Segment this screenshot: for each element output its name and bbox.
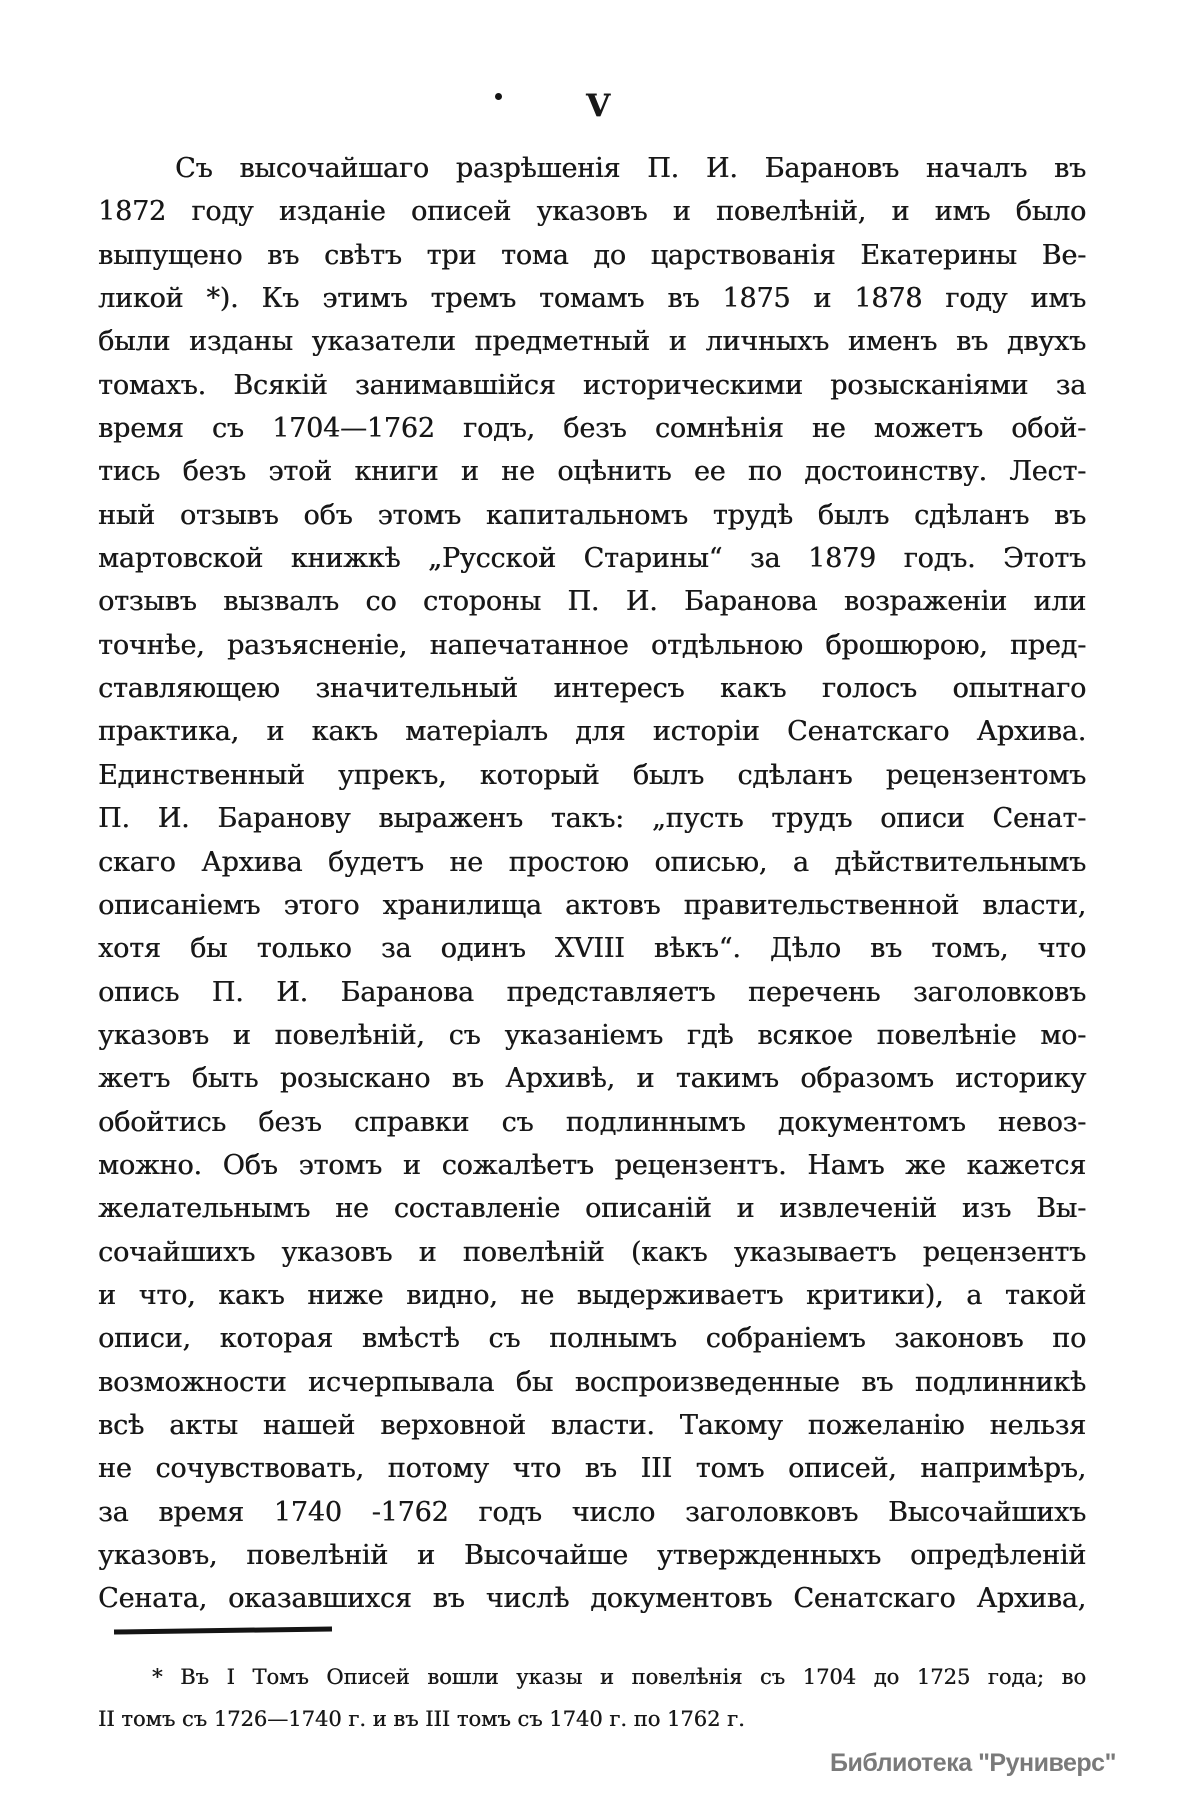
text-line: время съ 1704—1762 годъ, безъ сомнѣнія не можетъ обой- bbox=[98, 413, 1086, 445]
text-line: П. И. Баранову выраженъ такъ: „пусть трудъ описи Сенат- bbox=[98, 803, 1086, 835]
text-line: точнѣе, разъясненіе, напечатанное отдѣльною брошюрою, пред- bbox=[98, 629, 1086, 661]
text-line: скаго Архива будетъ не простою описью, а дѣйствительнымъ bbox=[98, 846, 1086, 878]
text-line: отзывъ вызвалъ со стороны П. И. Баранова возраженіи или bbox=[98, 586, 1086, 618]
text-line: ный отзывъ объ этомъ капитальномъ трудѣ былъ сдѣланъ въ bbox=[98, 499, 1086, 531]
text-line: не сочувствовать, потому что въ III томъ описей, напримѣръ, bbox=[98, 1453, 1086, 1485]
text-line: за время 1740 -1762 годъ число заголовковъ Высочайшихъ bbox=[98, 1496, 1086, 1528]
text-line: томахъ. Всякій занимавшійся историческими розысканіями за bbox=[98, 369, 1086, 401]
text-line: хотя бы только за одинъ XVIII вѣкъ“. Дѣло въ томъ, что bbox=[98, 933, 1086, 965]
text-line: 1872 году изданіе описей указовъ и повелѣній, и имъ было bbox=[98, 196, 1086, 228]
text-line: Единственный упрекъ, который былъ сдѣланъ рецензентомъ bbox=[98, 759, 1086, 791]
text-line: выпущено въ свѣтъ три тома до царствованія Екатерины Ве- bbox=[98, 239, 1086, 271]
text-line: описаніемъ этого хранилища актовъ правительственной власти, bbox=[98, 889, 1086, 921]
page-number-dot bbox=[495, 93, 502, 100]
text-line: всѣ акты нашей верховной власти. Такому пожеланію нельзя bbox=[98, 1409, 1086, 1441]
footnote-line: * Въ I Томъ Описей вошли указы и повелѣнія съ 1704 до 1725 года; во bbox=[152, 1665, 1086, 1689]
footnote-line: II томъ съ 1726—1740 г. и въ III томъ съ 1740 г. по 1762 г. bbox=[98, 1707, 745, 1731]
text-line: опись П. И. Баранова представляетъ перечень заголовковъ bbox=[98, 976, 1086, 1008]
text-line: Сената, оказавшихся въ числѣ документовъ Сенатскаго Архива, bbox=[98, 1583, 1086, 1615]
text-line: ликой *). Къ этимъ тремъ томамъ въ 1875 и 1878 году имъ bbox=[98, 283, 1086, 315]
text-line: тись безъ этой книги и не оцѣнить ее по достоинству. Лест- bbox=[98, 456, 1086, 488]
page-number: V bbox=[586, 88, 612, 124]
text-line: жетъ быть розыскано въ Архивѣ, и такимъ образомъ историку bbox=[98, 1063, 1086, 1095]
text-line: указовъ, повелѣній и Высочайше утвержденныхъ опредѣленій bbox=[98, 1540, 1086, 1571]
footnote bbox=[98, 1656, 1086, 1740]
text-line: возможности исчерпывала бы воспроизведенные въ подлинникѣ bbox=[98, 1366, 1086, 1398]
footnote-separator bbox=[114, 1626, 332, 1634]
text-line: описи, которая вмѣстѣ съ полнымъ собраніемъ законовъ по bbox=[98, 1323, 1086, 1355]
text-line: ставляющею значительный интересъ какъ голосъ опытнаго bbox=[98, 673, 1086, 705]
text-line: мартовской книжкѣ „Русской Старины“ за 1879 годъ. Этотъ bbox=[98, 543, 1086, 575]
text-line: и что, какъ ниже видно, не выдерживаетъ критики), а такой bbox=[98, 1279, 1086, 1311]
text-line: указовъ и повелѣній, съ указаніемъ гдѣ всякое повелѣніе мо- bbox=[98, 1019, 1086, 1051]
text-line: желательнымъ не составленіе описаній и извлеченій изъ Вы- bbox=[98, 1193, 1086, 1225]
text-line: можно. Объ этомъ и сожалѣетъ рецензентъ. Намъ же кажется bbox=[98, 1149, 1086, 1181]
text-line: обойтись безъ справки съ подлиннымъ документомъ невоз- bbox=[98, 1106, 1086, 1138]
text-line: сочайшихъ указовъ и повелѣній (какъ указываетъ рецензентъ bbox=[98, 1236, 1086, 1268]
library-watermark: Библиотека "Руниверс" bbox=[830, 1749, 1116, 1777]
text-line: были изданы указатели предметный и личныхъ именъ въ двухъ bbox=[98, 326, 1086, 358]
text-line: практика, и какъ матеріалъ для исторіи Сенатскаго Архива. bbox=[98, 716, 1086, 748]
body-text bbox=[98, 147, 1086, 1621]
text-line: Съ высочайшаго разрѣшенія П. И. Барановъ началъ въ bbox=[175, 153, 1086, 184]
